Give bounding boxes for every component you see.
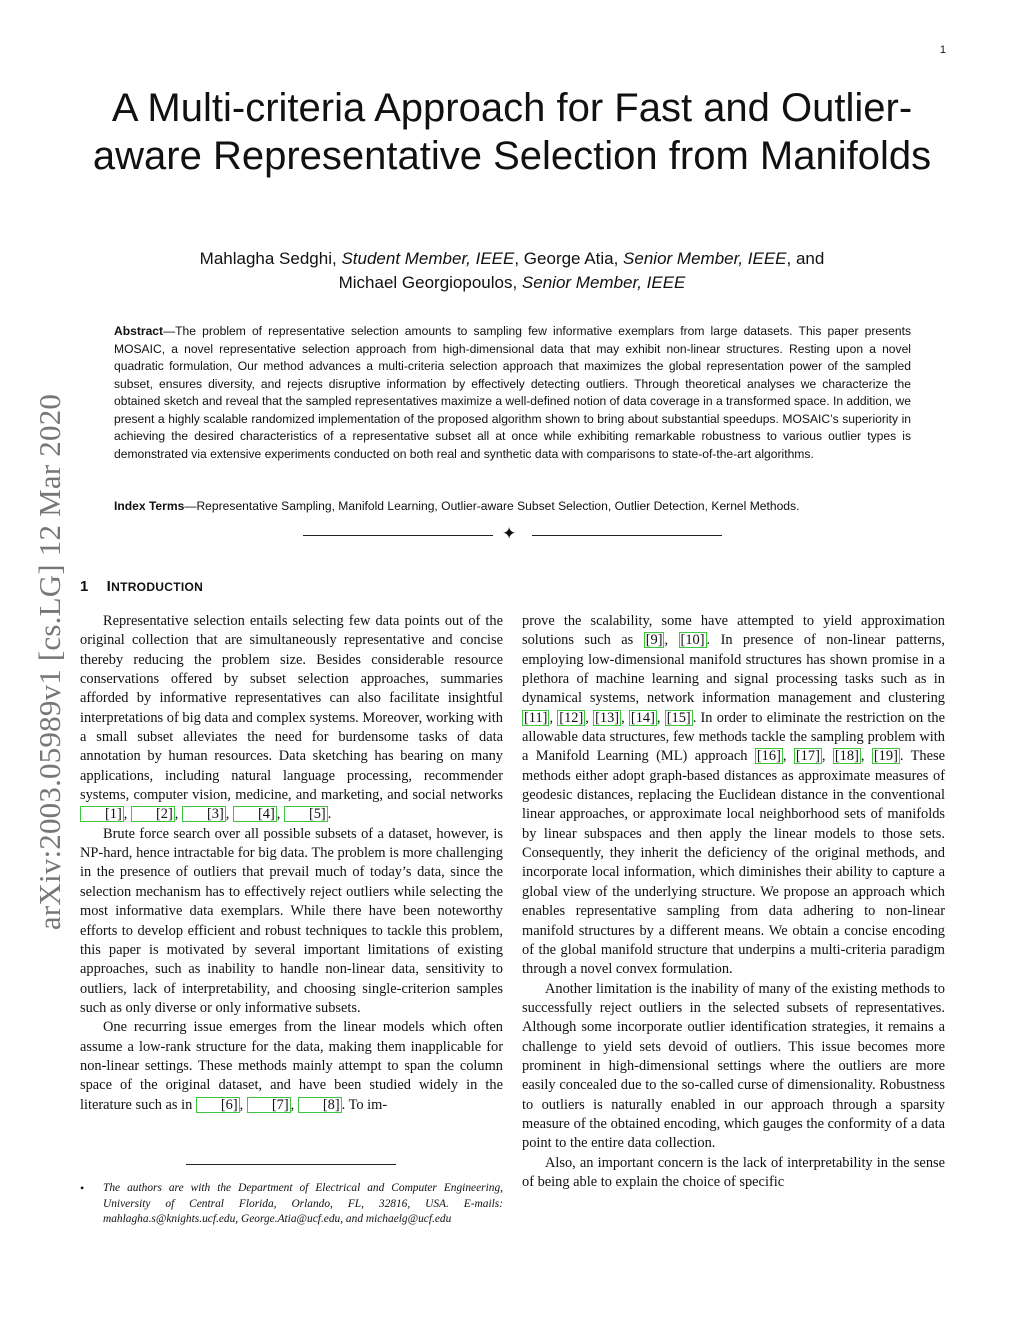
citation-link[interactable]: [9] xyxy=(645,632,663,649)
citation-link[interactable]: [13] xyxy=(595,709,620,726)
abstract-label: Abstract xyxy=(114,324,164,338)
paragraph-text: Representative selection entails selecting few data points out of the original collection that are simultaneously representative and concise thereby reducing the problem size. Besides considerable resource conservations offered by subset selection approaches, summaries afforded by informative representatives can also facilitate insightful interpretations of big data and complex systems. Moreover, working with a small subset alleviates the need for burdensome tasks of data annotation by human resources. Data sketching has bearing on many applications, including natural language processing, recommender systems, computer vision, medicine, and marketing, and social networks xyxy=(80,613,503,804)
citation-link[interactable]: [3] xyxy=(182,806,226,822)
citation-link[interactable]: [19] xyxy=(873,748,898,765)
section-number: 1 xyxy=(80,578,89,595)
citation-link[interactable]: [7] xyxy=(247,1097,291,1113)
section-title-rest: NTRODUCTION xyxy=(111,580,204,594)
citation-link[interactable]: [11] xyxy=(524,709,548,726)
author-2-name: , George Atia, xyxy=(514,249,624,268)
citation-link[interactable]: [1] xyxy=(80,806,124,822)
author-and: , and xyxy=(786,249,825,268)
abstract xyxy=(114,323,911,463)
citation-link[interactable]: [15] xyxy=(666,709,691,726)
paragraph-text: . These methods either adopt graph-based distances as approximate measures of geodesic distances, replacing the Euclidean distance in the conventional linear approaches, or approximate local neighborhood sets of manifolds by linear subspaces and then apply the linear models to those sets. Consequently, they inherit the deficiency of the original methods, and incorporate local information, which diminishes their ability to capture a global view of the underlying structure. We propose an approach which enables representative sampling from data adhering to non-linear manifold structures by a different means. We obtain a concise encoding of the global manifold structure that underpins a multi-criteria paradigm through a novel convex formulation. xyxy=(522,748,945,978)
citation-link[interactable]: [8] xyxy=(298,1097,342,1113)
citation-link[interactable]: [18] xyxy=(834,748,859,765)
citation-link[interactable]: [2] xyxy=(131,806,175,822)
right-column xyxy=(522,612,945,1192)
author-1-role: Student Member, IEEE xyxy=(341,249,515,268)
citation-link[interactable]: [5] xyxy=(284,806,328,822)
divider-diamond-icon: ✦ xyxy=(502,524,517,543)
paragraph: Brute force search over all possible subsets of a dataset, however, is NP-hard, hence intractable for big data. The problem is more challenging in the presence of outliers that prevail much of today’s data, since the selection mechanism has to effectively reject outliers while selecting the most informative data exemplars. While there have been noteworthy efforts to develop efficient and robust techniques to tackle this problem, this paper is motivated by several important limitations of existing approaches, such as inability to handle non-linear data, sensitivity to outliers, lack of interpretability, and choosing single-criterion samples such as only diverse or only informative subsets. xyxy=(80,825,503,1016)
citation-link[interactable]: [16] xyxy=(756,748,781,765)
paragraph: Representative selection entails selecting few data points out of the original collection that are simultaneously representative and concise thereby reducing the problem size. Besides considerable resource conservations offered by subset selection approaches, summaries afforded by informative representatives can also facilitate insightful interpretations of big data and complex systems. Moreover, working with a small subset alleviates the need for burdensome tasks of data annotation by human resources. Data sketching has bearing on many applications, including natural language processing, recommender systems, computer vision, medicine, and marketing, and social networks [1] , [2] , [3] , [4] , [5] . xyxy=(80,613,503,823)
divider-line-right xyxy=(532,535,722,536)
footnote-bullet: • xyxy=(80,1181,85,1195)
footnote-rule xyxy=(186,1164,396,1165)
arxiv-stamp-text: arXiv:2003.05989v1 [cs.LG] 12 Mar 2020 xyxy=(32,393,67,931)
index-terms xyxy=(114,498,911,515)
paragraph-text: . In presence of non-linear patterns, employing low-dimensional manifold structures has shown promise in a plethora of machine learning and signal processing tasks such as in dynamical systems, network information management and clustering xyxy=(522,632,945,707)
author-3-role: Senior Member, IEEE xyxy=(521,273,686,292)
footnote xyxy=(80,1181,503,1228)
section-title-initial: I xyxy=(106,578,112,595)
citation-link[interactable]: [14] xyxy=(630,709,655,726)
footnote-text: The authors are with the Department of Electrical and Computer Engineering, University of Central Florida, Orlando, FL, 32816, USA. E-mails: mahlagha.s@knights.ucf.edu, George.Atia@ucf.edu, and michaelg@ucf.edu xyxy=(103,1182,503,1226)
citation-link[interactable]: [17] xyxy=(795,748,820,765)
abstract-text: —The problem of representative selection amounts to sampling few informative exemplars from large datasets. This paper presents MOSAIC, a novel representative selection approach from high-dimensional data that may exhibit non-linear structures. Resting upon a novel quadratic formulation, Our method advances a multi-criteria selection approach that maximizes the global representation power of the sampled subset, ensures diversity, and rejects disruptive information by effectively detecting outliers. Through theoretical analyses we characterize the obtained sketch and reveal that the sampled representatives maximize a well-defined notion of data coverage in a transformed space. In addition, we present a highly scalable randomized implementation of the proposed algorithm shown to bring about substantial speedups. MOSAIC’s superiority in achieving the desired characteristics of a representative subset all at once while exhibiting remarkable robustness to various outlier types is demonstrated via extensive experiments conducted on both real and synthetic data with comparisons to state-of-the-art algorithms. xyxy=(114,324,911,461)
author-list xyxy=(80,247,944,295)
author-1-name: Mahlagha Sedghi, xyxy=(199,249,342,268)
citation-link[interactable]: [6] xyxy=(196,1097,240,1113)
author-2-role: Senior Member, IEEE xyxy=(623,249,787,268)
citation-link[interactable]: [10] xyxy=(680,632,705,649)
page-number: 1 xyxy=(939,44,946,56)
author-3-name: Michael Georgiopoulos, xyxy=(338,273,522,292)
paragraph-text: . In order to eliminate the restriction on the allowable data structures, few methods tackle the sampling problem with a Manifold Learning (ML) approach xyxy=(522,709,946,765)
index-terms-label: Index Terms xyxy=(114,499,185,513)
paragraph-text: prove the scalability, some have attempted to yield approximation solutions such as xyxy=(522,613,945,649)
left-column xyxy=(80,612,503,1115)
paragraph-text: One recurring issue emerges from the linear models which often assume a low-rank structure for the data, making them inapplicable for non-linear settings. These methods mainly attempt to span the column space of the original dataset, and have been studied widely in the literature such as in xyxy=(80,1019,503,1113)
paragraph: Another limitation is the inability of many of the existing methods to successfully reject outliers in the selected subsets of representatives. Although some incorporate outlier identification strategies, it remains a challenge to yield sets devoid of outliers. This issue becomes more prominent in high-dimensional settings where the outliers are more easily concealed due to the so-called curse of dimensionality. Robustness to outliers is naturally enabled in our approach through a sparsity measure of the obtained encoding, which gauges the conformity of a data point to the entire data collection. xyxy=(522,980,945,1152)
citation-link[interactable]: [4] xyxy=(233,806,277,822)
paragraph: Also, an important concern is the lack of interpretability in the sense of being able to explain the choice of specific xyxy=(522,1154,945,1190)
index-terms-text: —Representative Sampling, Manifold Learning, Outlier-aware Subset Selection, Outlier Detection, Kernel Methods. xyxy=(184,499,800,513)
citation-link[interactable]: [12] xyxy=(559,709,584,726)
paragraph-text: . To im- xyxy=(341,1096,388,1113)
paragraph: One recurring issue emerges from the linear models which often assume a low-rank structure for the data, making them inapplicable for non-linear settings. These methods mainly attempt to span the column space of the original dataset, and have been studied widely in the literature such as in [6] , [7] , [8] . To im- xyxy=(80,1019,503,1113)
paragraph: prove the scalability, some have attempted to yield approximation solutions such as [9] , [10] . In presence of non-linear patterns, employing low-dimensional manifold structures has shown promise in a plethora of machine learning and signal processing tasks such as in dynamical systems, network information management and clustering [11] , [12] , [13] , [14] , [15] . In order to eliminate the restriction on the allowable data structures, few methods tackle the sampling problem with a Manifold Learning (ML) approach [16] , [17] , [18] , [19] . These methods either adopt graph-based distances as approximate measures of geodesic distances, replacing the Euclidean distance in the conventional linear approaches, or approximate local neighborhood sets of manifolds by linear subspaces and then apply the linear models to those sets. Consequently, they inherit the deficiency of the original methods, and incorporate local information, which diminishes their ability to capture a global view of the underlying structure. We propose an approach which enables representative sampling from data adhering to non-linear manifold structures by a different means. We obtain a concise encoding of the global manifold structure that underpins a multi-criteria paradigm through a novel convex formulation. xyxy=(522,613,946,978)
divider-line-left xyxy=(303,535,493,536)
paper-title: A Multi-criteria Approach for Fast and Outlier-aware Representative Selection from Manifolds xyxy=(92,86,932,178)
section-heading xyxy=(80,578,203,595)
